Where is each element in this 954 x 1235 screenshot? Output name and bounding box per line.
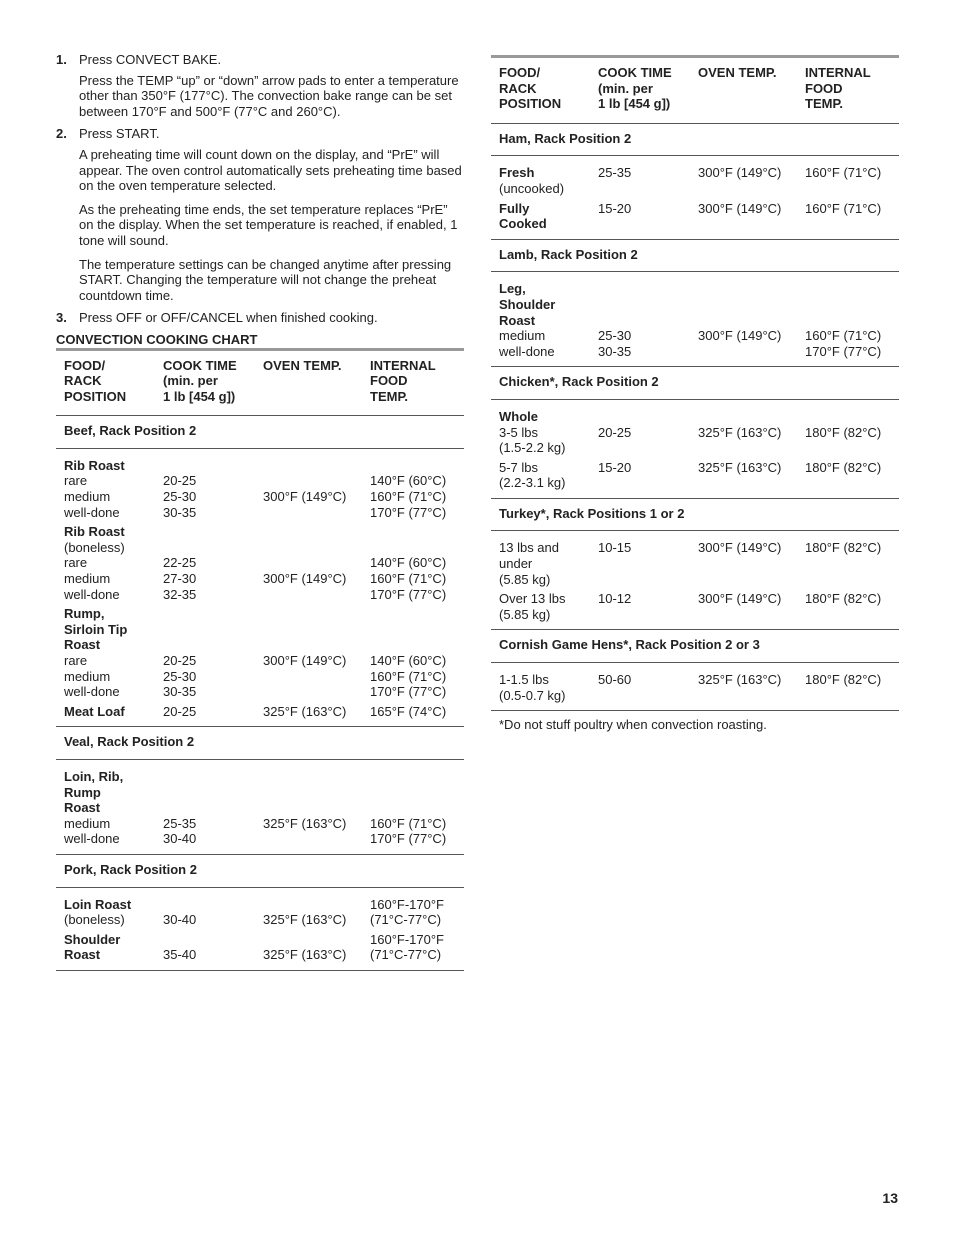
cook-time: 30-40	[163, 912, 197, 928]
oven-temp: 300°F (149°C)	[698, 165, 782, 181]
section-row	[491, 239, 899, 272]
table-row	[56, 448, 464, 520]
food-name: Fully Cooked	[499, 200, 547, 232]
page-number: 13	[882, 1190, 898, 1206]
header-food: FOOD/ RACK POSITION	[499, 65, 562, 112]
food-name: Rib Roast	[64, 457, 125, 473]
step-number: 2.	[56, 126, 67, 142]
cook-time: 15-20	[598, 200, 632, 216]
step-item	[56, 310, 464, 326]
cook-time: 10-12	[598, 591, 632, 607]
step-text: Press OFF or OFF/CANCEL when finished cooking.	[79, 310, 378, 326]
step-item	[56, 52, 464, 68]
oven-temp: 325°F (163°C)	[263, 703, 347, 719]
section-row	[56, 416, 464, 449]
step-number: 3.	[56, 310, 67, 326]
food-detail: medium well-done	[499, 328, 555, 359]
section-row	[56, 727, 464, 760]
section-title: Lamb, Rack Position 2	[499, 246, 638, 262]
oven-temp: 325°F (163°C)	[263, 815, 347, 831]
food-cell	[491, 663, 598, 711]
footnote: *Do not stuff poultry when convection roasting.	[499, 717, 767, 733]
internal-temp: 140°F (60°C) 160°F (71°C) 170°F (77°C)	[370, 653, 447, 700]
food-name: Loin Roast	[64, 896, 132, 912]
header-internal: INTERNAL FOOD TEMP.	[370, 357, 436, 404]
cook-time: 10-15	[598, 540, 632, 556]
oven-temp: 300°F (149°C)	[263, 653, 347, 668]
food-cell	[491, 156, 598, 197]
food-name: Leg, Shoulder Roast	[499, 281, 556, 328]
internal-temp: 180°F (82°C)	[805, 540, 882, 556]
food-cell	[56, 928, 163, 971]
food-detail: (uncooked)	[499, 180, 565, 196]
table-row	[56, 887, 464, 928]
oven-temp: 300°F (149°C)	[698, 328, 782, 344]
step-text: Press CONVECT BAKE.	[79, 52, 222, 67]
food-cell	[56, 448, 163, 520]
section-title: Cornish Game Hens*, Rack Position 2 or 3	[499, 637, 760, 653]
food-name: Loin, Rib, Rump Roast	[64, 768, 124, 816]
section-row	[491, 123, 899, 156]
cook-time: 20-25	[598, 424, 632, 440]
instruction-steps	[56, 52, 464, 326]
table-row	[56, 520, 464, 602]
food-cell	[56, 520, 163, 602]
food-detail: medium well-done	[64, 815, 120, 847]
header-food: FOOD/ RACK POSITION	[64, 357, 127, 404]
step-text: Press START.	[79, 126, 160, 142]
oven-temp: 300°F (149°C)	[263, 571, 347, 587]
section-title: Pork, Rack Position 2	[64, 861, 197, 877]
section-title: Chicken*, Rack Position 2	[499, 374, 659, 390]
internal-temp: 165°F (74°C)	[370, 703, 447, 719]
internal-temp: 160°F (71°C)	[805, 200, 882, 216]
internal-temp: 180°F (82°C)	[805, 672, 882, 688]
internal-temp: 160°F (71°C) 170°F (77°C)	[370, 815, 447, 847]
table-row	[491, 156, 899, 197]
table-row	[491, 587, 899, 630]
internal-temp: 180°F (82°C)	[805, 459, 882, 475]
header-temp: OVEN TEMP.	[263, 357, 342, 373]
table-row	[56, 602, 464, 700]
food-detail: rare medium well-done	[64, 473, 120, 520]
food-detail: (boneless) rare medium well-done	[64, 539, 125, 602]
table-row	[491, 531, 899, 587]
table-row	[56, 700, 464, 727]
table-row	[491, 197, 899, 240]
header-time: COOK TIME (min. per 1 lb [454 g])	[163, 357, 237, 404]
food-cell	[56, 887, 163, 928]
oven-temp: 325°F (163°C)	[698, 424, 782, 440]
internal-temp: 140°F (60°C) 160°F (71°C) 170°F (77°C)	[370, 555, 447, 602]
food-cell	[56, 602, 163, 700]
header-internal: INTERNAL FOOD TEMP.	[805, 65, 871, 112]
convection-chart-left	[56, 348, 464, 971]
food-cell	[491, 456, 598, 499]
table-row	[56, 928, 464, 971]
section-title: Turkey*, Rack Positions 1 or 2	[499, 505, 685, 521]
food-cell	[491, 399, 598, 455]
food-name: Fresh	[499, 165, 535, 181]
food-detail: 5-7 lbs (2.2-3.1 kg)	[499, 459, 566, 491]
table-row	[491, 663, 899, 711]
oven-temp: 325°F (163°C)	[698, 672, 782, 688]
right-column	[491, 55, 899, 733]
food-detail: Over 13 lbs (5.85 kg)	[499, 591, 566, 622]
food-detail: rare medium well-done	[64, 653, 120, 700]
internal-temp: 160°F (71°C)	[805, 165, 882, 181]
cook-time: 20-25 25-30 30-35	[163, 473, 197, 520]
section-title: Ham, Rack Position 2	[499, 130, 632, 146]
step-paragraph: The temperature settings can be changed anytime after pressing START. Changing the temperature will not change the preheat countdown time.	[79, 256, 452, 303]
food-detail: 13 lbs and under (5.85 kg)	[499, 540, 559, 587]
step-item	[56, 126, 464, 142]
oven-temp: 325°F (163°C)	[263, 912, 347, 928]
food-name: Shoulder Roast	[64, 931, 121, 963]
cook-time: 20-25	[163, 703, 197, 719]
cook-time: 25-30 30-35	[598, 328, 632, 359]
food-detail: (boneless)	[64, 912, 125, 928]
oven-temp: 300°F (149°C)	[698, 591, 782, 607]
internal-temp: 160°F-170°F (71°C-77°C)	[370, 896, 444, 928]
food-name: Rib Roast	[64, 524, 125, 540]
section-row	[491, 630, 899, 663]
cook-time: 25-35 30-40	[163, 815, 197, 847]
table-row	[491, 272, 899, 367]
oven-temp: 300°F (149°C)	[698, 540, 782, 556]
chart-title: CONVECTION COOKING CHART	[56, 331, 258, 347]
step-paragraph: Press the TEMP “up” or “down” arrow pads to enter a temperature other than 350°F (177°C). The convection bake range can be set between 170°F and 500°F (77°C and 260°C).	[79, 72, 459, 119]
food-cell	[491, 197, 598, 240]
section-row	[491, 367, 899, 400]
table-header-row	[56, 349, 464, 416]
left-column	[56, 52, 464, 971]
cook-time: 22-25 27-30 32-35	[163, 555, 197, 602]
header-temp: OVEN TEMP.	[698, 65, 777, 80]
food-cell	[56, 759, 163, 854]
section-row	[491, 498, 899, 531]
food-detail: 1-1.5 lbs (0.5-0.7 kg)	[499, 672, 566, 703]
table-header-row	[491, 57, 899, 124]
food-name: Rump, Sirloin Tip Roast	[64, 606, 128, 653]
table-row	[491, 399, 899, 455]
oven-temp: 300°F (149°C)	[263, 489, 347, 505]
internal-temp: 180°F (82°C)	[805, 591, 882, 607]
internal-temp: 180°F (82°C)	[805, 424, 882, 440]
cook-time: 35-40	[163, 947, 197, 963]
table-row	[56, 759, 464, 854]
oven-temp: 325°F (163°C)	[698, 459, 782, 475]
oven-temp: 300°F (149°C)	[698, 200, 782, 216]
step-paragraph: A preheating time will count down on the display, and “PrE” will appear. The oven control automatically sets preheating time based on the oven temperature selected.	[79, 146, 462, 194]
convection-chart-right	[491, 55, 899, 711]
cook-time: 25-35	[598, 165, 632, 181]
internal-temp: 160°F-170°F (71°C-77°C)	[370, 931, 444, 963]
food-cell	[491, 272, 598, 367]
food-name: Meat Loaf	[64, 703, 125, 719]
section-title: Beef, Rack Position 2	[64, 423, 197, 439]
table-row	[491, 456, 899, 499]
cook-time: 50-60	[598, 672, 632, 688]
internal-temp: 140°F (60°C) 160°F (71°C) 170°F (77°C)	[370, 473, 447, 520]
section-title: Veal, Rack Position 2	[64, 734, 195, 750]
header-time: COOK TIME (min. per 1 lb [454 g])	[598, 65, 672, 112]
cook-time: 15-20	[598, 459, 632, 475]
section-row	[56, 854, 464, 887]
food-cell	[491, 587, 598, 630]
cook-time: 20-25 25-30 30-35	[163, 653, 197, 700]
food-detail: 3-5 lbs (1.5-2.2 kg)	[499, 424, 566, 456]
step-paragraph: As the preheating time ends, the set temperature replaces “PrE” on the display. When the set temperature is reached, if enabled, 1 tone will sound.	[79, 201, 458, 248]
food-name: Whole	[499, 408, 538, 424]
oven-temp: 325°F (163°C)	[263, 947, 347, 963]
food-cell	[56, 700, 163, 727]
step-number: 1.	[56, 52, 67, 67]
internal-temp: 160°F (71°C) 170°F (77°C)	[805, 328, 882, 359]
food-cell	[491, 531, 598, 587]
